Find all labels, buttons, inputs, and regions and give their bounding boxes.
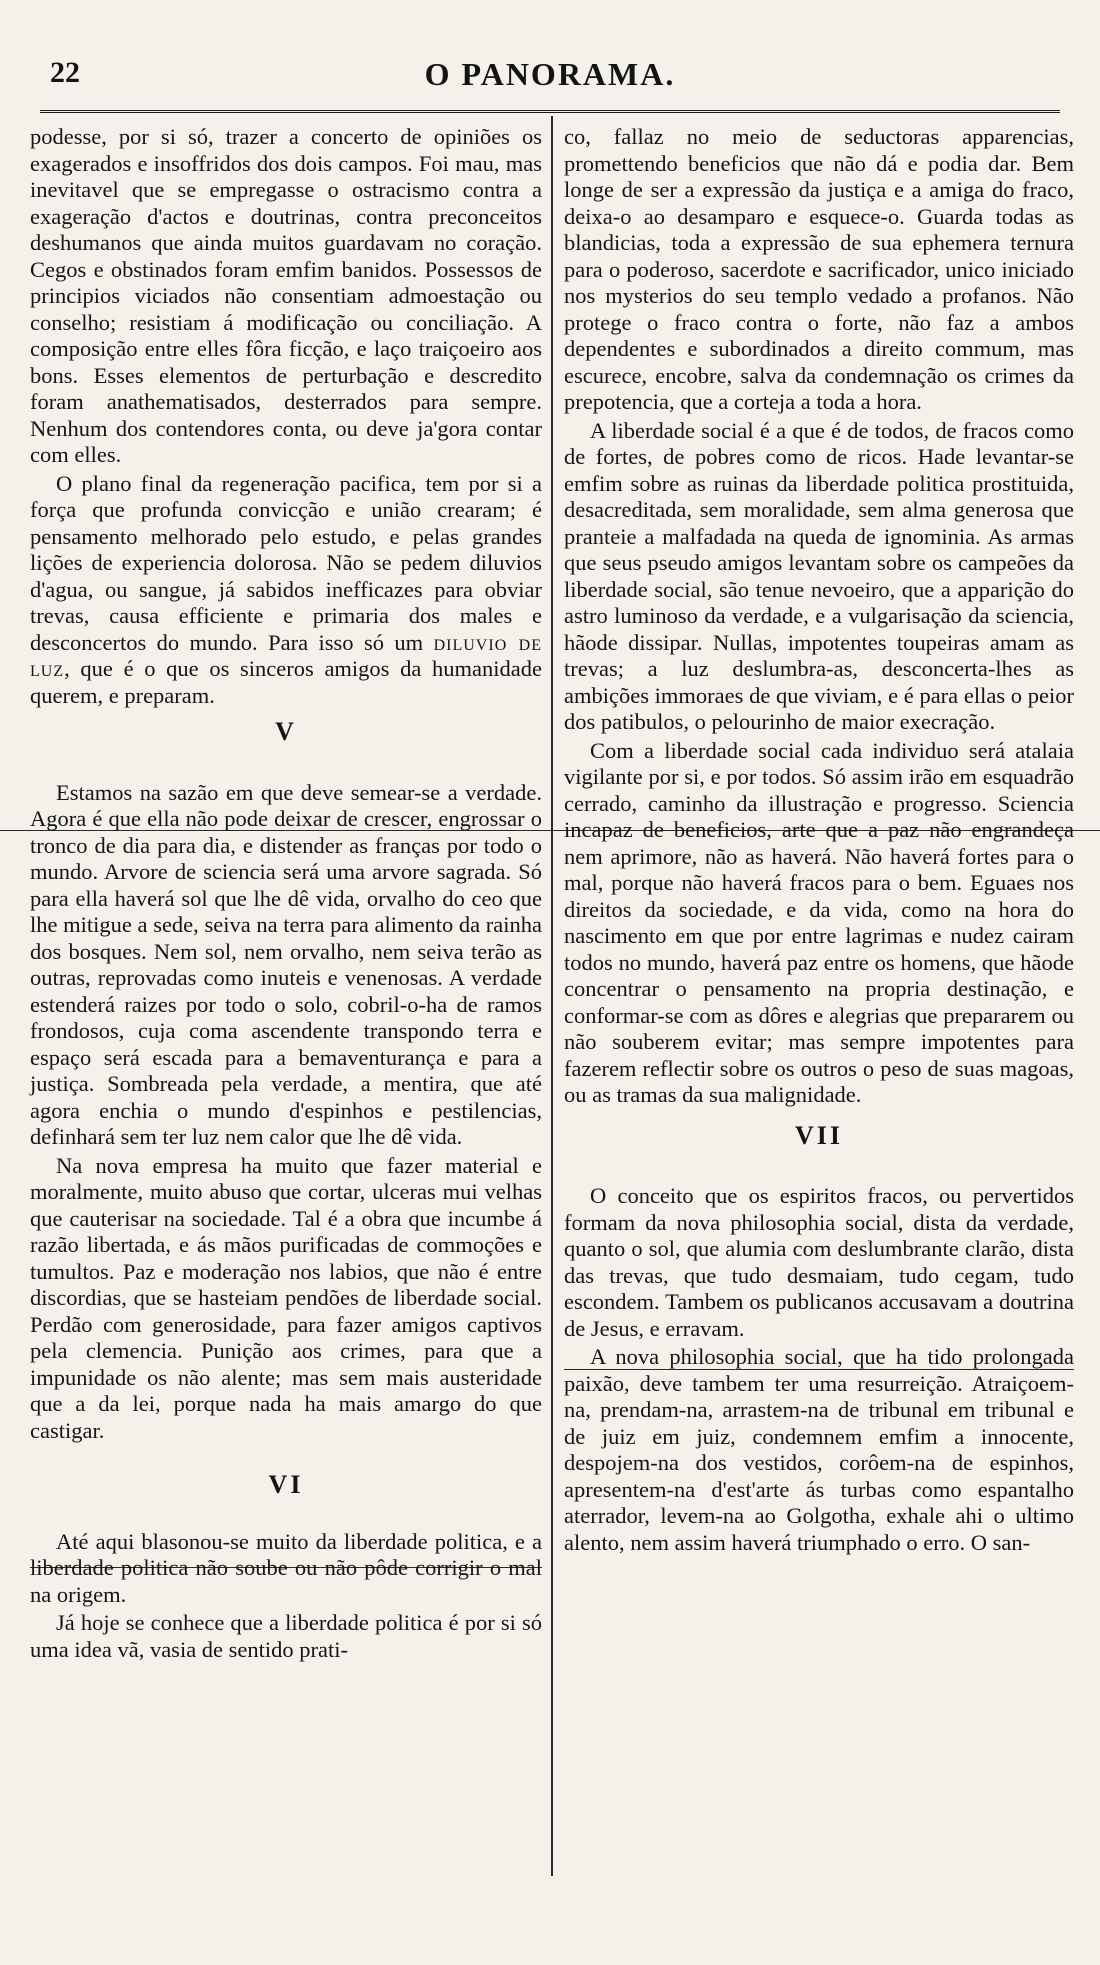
header-rule xyxy=(40,110,1060,113)
running-title: O PANORAMA. xyxy=(424,56,676,92)
paragraph: podesse, por si só, trazer a concerto de opiniões os exagerados e insoffridos dos dois campos. Foi mau, mas inevitavel que se empregasse o ostracismo contra a exageração d'actos e doutrinas, contra preconceitos deshumanos que ainda muitos guardavam no coração. Cegos e obstinados foram emfim banidos. Possessos de principios viciados não consentiam admoestação ou conselho; resistiam á modificação ou conciliação. A composição entre elles fôra ficção, e laço traiçoeiro aos bons. Esses elementos de perturbação e descredito foram anathematisados, desterrados para sempre. Nenhum dos contendores conta, ou deve ja'gora contar com elles. xyxy=(30,124,542,467)
paragraph xyxy=(30,471,542,710)
paragraph: O conceito que os espiritos fracos, ou pervertidos formam da nova philosophia social, dista da verdade, quanto o sol, que alumia com deslumbrante clarão, dista das trevas, que tudo desmaiam, tudo cegam, tudo escondem. Tambem os publicanos accusavam a doutrina de Jesus, e erravam. xyxy=(564,1183,1074,1341)
left-column xyxy=(30,124,542,1665)
paragraph: A nova philosophia social, que ha tido prolongada paixão, deve tambem ter uma resurreição. Atraiçoem-na, prendam-na, arrastem-na de tribunal em tribunal e de juiz em juiz, condemnem emfim a innocente, despojem-na dos vestidos, corôem-na de espinhos, apresentem-na d'est'arte ás turbas como espantalho aterrador, levem-na ao Golgotha, exhale ahi o ultimo alento, nem assim haverá triumphado o erro. O san- xyxy=(564,1344,1074,1555)
section-number: VII xyxy=(794,1120,843,1150)
paragraph: A liberdade social é a que é de todos, de fracos como de fortes, de pobres como de ricos. Hade levantar-se emfim sobre as ruinas da liberdade politica prostituida, desacreditada, sem moralidade, sem alma generosa que pranteie a malfadada na queda de ignominia. As armas que seus pseudo amigos levantam sobre os campeões da liberdade social, são tenue nevoeiro, que a apparição do astro luminoso da verdade, e a vulgarisação da sciencia, hãode dissipar. Nullas, impotentes toupeiras amam as trevas; a luz deslumbra-as, desconcerta-lhes as ambições immoraes de que viviam, e é para ellas o peior dos patibulos, o pelourinho de maior execração. xyxy=(564,417,1074,734)
paragraph: Na nova empresa ha muito que fazer material e moralmente, muito abuso que cortar, ulceras mui velhas que cauterisar na sociedade. Tal é a obra que incumbe á razão libertada, e ás mãos purificadas de commoções e tumultos. Paz e moderação nos labios, que não é entre discordias, que se hasteiam pendões de liberdade social. Perdão com generosidade, para fazer amigos captivos pela clemencia. Punição aos crimes, para que a impunidade os não alente; mas sem mais austeridade que a da lei, porque nada ha mais amargo do que castigar. xyxy=(30,1152,542,1443)
paragraph: Com a liberdade social cada individuo será atalaia vigilante por si, e por todos. Só assim irão em esquadrão cerrado, caminho da illustração e progresso. Sciencia incapaz de beneficios, arte que a paz não engrandeça nem aprimore, não as haverá. Não haverá fortes para o mal, porque não haverá fracos para o bem. Eguaes nos direitos da sociedade, e da vida, como na hora do nascimento em que por entre lagrimas e nudez cairam todos no mundo, haverá paz entre os homens, que hãode concentrar o pensamento na propria destinação, e conformar-se com as dôres e alegrias que prepararem ou não souberem evitar; mas sempre impotentes para fazerem reflectir sobre os outros o peso de suas magoas, ou as tramas da sua malignidade. xyxy=(564,737,1074,1107)
page-header xyxy=(40,48,1060,98)
small-caps-text: diluvio de luz xyxy=(30,629,542,681)
paragraph: Estamos na sazão em que deve semear-se a verdade. Agora é que ella não pode deixar de crescer, engrossar o tronco de dia para dia, e distender as franças por todo o mundo. Arvore de sciencia será uma arvore sagrada. Só para ella haverá sol que lhe dê vida, orvalho do ceo que lhe mitigue a sede, seiva na terra para alimento da rainha dos bosques. Nem sol, nem orvalho, nem seiva terão as outras, reprovadas como inuteis e venenosas. A verdade estenderá raizes por todo o solo, cobril-o-ha de ramos frondosos, cuja coma ascendente transpondo terra e espaço será escada para a bemaventurança e para a justiça. Sombreada pela verdade, a mentira, que até agora enchia o mundo d'espinhos e pestilencias, definhará sem ter luz nem calor que lhe dê vida. xyxy=(30,779,542,1149)
paragraph: Até aqui blasonou-se muito da liberdade politica, e a liberdade politica não soube ou não pôde corrigir o mal na origem. xyxy=(30,1528,542,1607)
page-number: 22 xyxy=(50,56,80,89)
paragraph: Já hoje se conhece que a liberdade politica é por si só uma idea vã, vasia de sentido prati- xyxy=(30,1610,542,1662)
section-number: V xyxy=(275,717,297,746)
text-run: , que é o que os sinceros amigos da humanidade querem, e preparam. xyxy=(30,656,542,708)
paragraph: co, fallaz no meio de seductoras apparencias, promettendo beneficios que não dá e podia dar. Bem longe de ser a expressão da justiça e a amiga do fraco, deixa-o ao desamparo e esquece-o. Guarda todas as blandicias, toda a expressão de sua ephemera ternura para o poderoso, sacerdote e sacrificador, unico iniciado nos mysterios do seu templo vedado a profanos. Não protege o fraco contra o forte, não faz a ambos dependentes e subordinados a direito commum, mas escurece, encobre, salva da condemnação os crimes da prepotencia, que a corteja a toda a hora. xyxy=(564,124,1074,414)
text-run: O plano final da regeneração pacifica, tem por si a força que profunda convicção e união crearam; é pensamento melhorado pelo estudo, e pelas grandes lições de experiencia dolorosa. Não se pedem diluvios d'agua, ou sangue, já sabidos inefficazes para obviar trevas, causa efficiente e primaria dos males e desconcertos do mundo. Para isso só um xyxy=(30,470,542,655)
section-number: VI xyxy=(268,1470,304,1499)
right-column xyxy=(564,124,1074,1558)
column-divider xyxy=(551,116,553,1876)
